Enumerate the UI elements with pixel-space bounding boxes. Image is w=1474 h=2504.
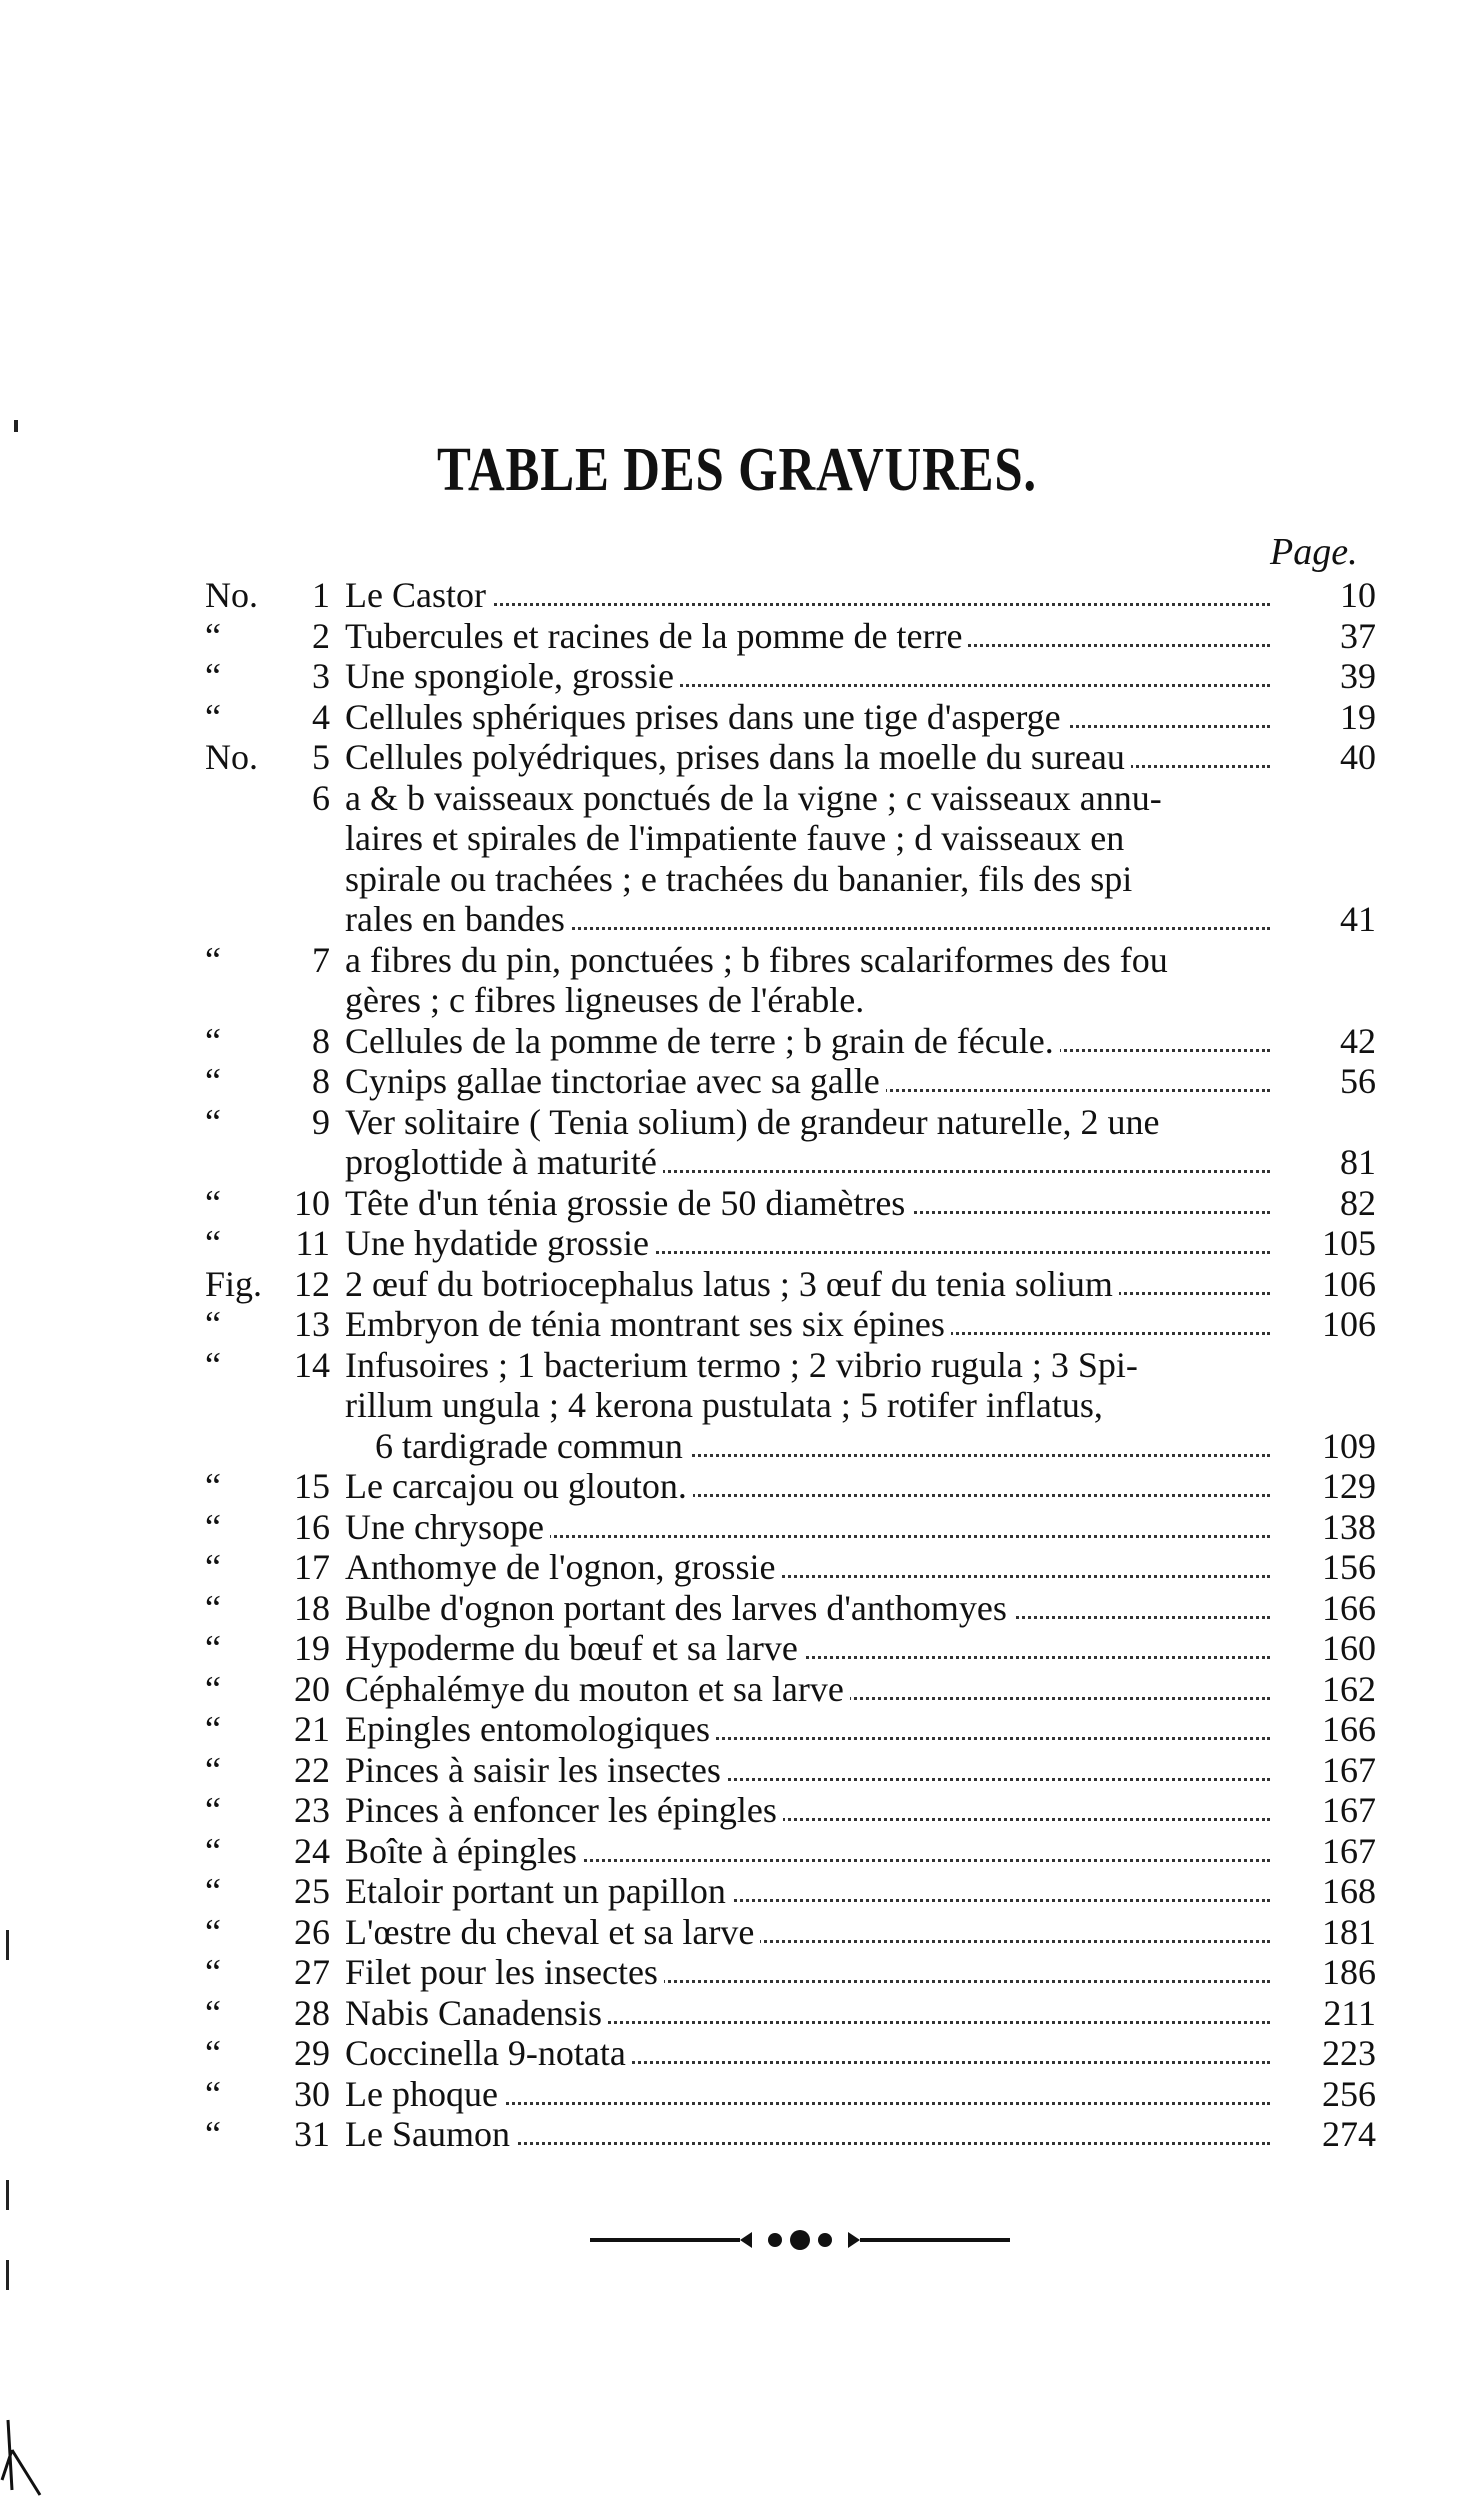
entry-prefix: “ (205, 1021, 221, 1061)
entry-title (345, 818, 1270, 858)
entry-title-text: Une chrysope (345, 1507, 550, 1547)
table-row (0, 616, 1474, 656)
entry-title-text: Etaloir portant un papillon (345, 1871, 732, 1911)
margin-tick (6, 2260, 9, 2290)
table-row-continuation (0, 980, 1474, 1020)
entry-title-text: Coccinella 9-notata (345, 2033, 632, 2073)
table-row (0, 1669, 1474, 1709)
entry-page-number: 181 (1322, 1912, 1376, 1952)
entry-number: 11 (295, 1223, 330, 1263)
table-row (0, 1183, 1474, 1223)
entry-number: 1 (312, 575, 330, 615)
entry-number: 7 (312, 940, 330, 980)
entry-title-text: Embryon de ténia montrant ses six épines (345, 1304, 951, 1344)
table-row (0, 1264, 1474, 1304)
entry-page-number: 41 (1340, 899, 1376, 939)
entry-number: 27 (294, 1952, 330, 1992)
entry-number: 31 (294, 2114, 330, 2154)
entry-number: 3 (312, 656, 330, 696)
table-row-continuation (0, 859, 1474, 899)
table-row (0, 1547, 1474, 1587)
entry-title-text: 6 tardigrade commun (375, 1426, 689, 1466)
table-row (0, 575, 1474, 615)
entry-title (345, 2074, 1270, 2114)
entry-prefix: “ (205, 1831, 221, 1871)
entry-prefix: “ (205, 1750, 221, 1790)
entry-page-number: 156 (1322, 1547, 1376, 1587)
entry-title-text: laires et spirales de l'impatiente fauve ; d vaisseaux en (345, 818, 1130, 858)
entry-page-number: 10 (1340, 575, 1376, 615)
table-row (0, 1223, 1474, 1263)
entry-title (345, 575, 1270, 615)
entry-prefix: “ (205, 940, 221, 980)
entry-number: 6 (312, 778, 330, 818)
entry-title-text: Le Saumon (345, 2114, 516, 2154)
entry-title-text: Anthomye de l'ognon, grossie (345, 1547, 781, 1587)
table-row (0, 1304, 1474, 1344)
entry-title (345, 1264, 1270, 1304)
entry-prefix: No. (205, 737, 258, 777)
entry-page-number: 129 (1322, 1466, 1376, 1506)
entry-title-text: a & b vaisseaux ponctués de la vigne ; c vaisseaux annu- (345, 778, 1168, 818)
table-row (0, 1466, 1474, 1506)
table-row (0, 1750, 1474, 1790)
entry-number: 14 (294, 1345, 330, 1385)
page-title: TABLE DES GRAVURES. (437, 436, 1037, 504)
entry-title-text: L'œstre du cheval et sa larve (345, 1912, 760, 1952)
entry-title-text: Nabis Canadensis (345, 1993, 608, 2033)
entry-title (345, 656, 1270, 696)
table-row (0, 2033, 1474, 2073)
entry-page-number: 167 (1322, 1831, 1376, 1871)
entry-number: 28 (294, 1993, 330, 2033)
entry-prefix: “ (205, 1102, 221, 1142)
table-row (0, 1952, 1474, 1992)
entry-number: 29 (294, 2033, 330, 2073)
table-row-continuation (0, 1385, 1474, 1425)
entry-title (345, 1912, 1270, 1952)
entry-title (345, 1304, 1270, 1344)
entry-number: 9 (312, 1102, 330, 1142)
entry-page-number: 166 (1322, 1709, 1376, 1749)
entry-title (345, 1952, 1270, 1992)
table-row (0, 1021, 1474, 1061)
table-row (0, 1790, 1474, 1830)
table-row (0, 737, 1474, 777)
entry-title-text: Cynips gallae tinctoriae avec sa galle (345, 1061, 886, 1101)
entry-title (345, 1628, 1270, 1668)
entry-prefix: “ (205, 1871, 221, 1911)
entry-title-text: Tubercules et racines de la pomme de terre (345, 616, 968, 656)
entry-number: 22 (294, 1750, 330, 1790)
entry-title (345, 859, 1270, 899)
entry-title (345, 1871, 1270, 1911)
table-row (0, 1628, 1474, 1668)
entry-page-number: 106 (1322, 1264, 1376, 1304)
entry-page-number: 105 (1322, 1223, 1376, 1263)
entry-number: 8 (312, 1021, 330, 1061)
entry-title (345, 1547, 1270, 1587)
entry-prefix: “ (205, 616, 221, 656)
entry-title (345, 1588, 1270, 1628)
entry-title-text: Le carcajou ou glouton. (345, 1466, 693, 1506)
entry-prefix: “ (205, 2033, 221, 2073)
entry-page-number: 40 (1340, 737, 1376, 777)
entry-title (345, 940, 1270, 980)
entry-number: 4 (312, 697, 330, 737)
entry-title (345, 1061, 1270, 1101)
entry-title-text: Une spongiole, grossie (345, 656, 680, 696)
entry-page-number: 211 (1323, 1993, 1376, 2033)
entry-page-number: 162 (1322, 1669, 1376, 1709)
end-ornament (590, 2225, 1010, 2255)
entry-page-number: 166 (1322, 1588, 1376, 1628)
table-row-continuation (0, 1426, 1474, 1466)
entry-title (345, 1709, 1270, 1749)
entry-prefix: Fig. (205, 1264, 263, 1304)
table-row (0, 2114, 1474, 2154)
entry-number: 10 (294, 1183, 330, 1223)
entry-number: 26 (294, 1912, 330, 1952)
table-row (0, 1912, 1474, 1952)
entry-title (345, 1466, 1270, 1506)
entry-page-number: 274 (1322, 2114, 1376, 2154)
entry-title-text: Epingles entomologiques (345, 1709, 716, 1749)
entry-title (345, 1345, 1270, 1385)
entry-title-text: Hypoderme du bœuf et sa larve (345, 1628, 804, 1668)
entry-page-number: 138 (1322, 1507, 1376, 1547)
entry-page-number: 81 (1340, 1142, 1376, 1182)
entry-title-text: Cellules de la pomme de terre ; b grain de fécule. (345, 1021, 1060, 1061)
entry-title (345, 616, 1270, 656)
entry-title (345, 1142, 1270, 1182)
entry-prefix: “ (205, 1588, 221, 1628)
entry-prefix: “ (205, 1547, 221, 1587)
entry-number: 8 (312, 1061, 330, 1101)
entry-number: 23 (294, 1790, 330, 1830)
entry-prefix: “ (205, 1952, 221, 1992)
entry-title (345, 2114, 1270, 2154)
entry-title-text: a fibres du pin, ponctuées ; b fibres scalariformes des fou (345, 940, 1174, 980)
entry-number: 30 (294, 2074, 330, 2114)
entry-page-number: 167 (1322, 1750, 1376, 1790)
table-row (0, 1871, 1474, 1911)
table-row (0, 778, 1474, 818)
entry-number: 5 (312, 737, 330, 777)
entry-title (375, 1426, 1270, 1466)
entry-title-text: Tête d'un ténia grossie de 50 diamètres (345, 1183, 911, 1223)
entry-prefix: “ (205, 656, 221, 696)
entry-title-text: Pinces à saisir les insectes (345, 1750, 727, 1790)
entry-number: 18 (294, 1588, 330, 1628)
entry-page-number: 168 (1322, 1871, 1376, 1911)
entry-title-text: spirale ou trachées ; e trachées du bananier, fils des spi (345, 859, 1138, 899)
table-row (0, 1709, 1474, 1749)
entry-title-text: Pinces à enfoncer les épingles (345, 1790, 783, 1830)
entry-prefix: “ (205, 2074, 221, 2114)
entry-title-text: Bulbe d'ognon portant des larves d'anthomyes (345, 1588, 1013, 1628)
entry-title-text: Cellules sphériques prises dans une tige d'asperge (345, 697, 1067, 737)
entry-title (345, 1102, 1270, 1142)
entry-page-number: 106 (1322, 1304, 1376, 1344)
table-row (0, 1831, 1474, 1871)
entry-number: 2 (312, 616, 330, 656)
entry-number: 12 (294, 1264, 330, 1304)
table-row (0, 1061, 1474, 1101)
entry-page-number: 19 (1340, 697, 1376, 737)
entry-title-text: rillum ungula ; 4 kerona pustulata ; 5 rotifer inflatus, (345, 1385, 1109, 1425)
entry-prefix: “ (205, 1507, 221, 1547)
table-row (0, 2074, 1474, 2114)
entry-prefix: “ (205, 1790, 221, 1830)
margin-tick (6, 2180, 9, 2210)
entry-page-number: 167 (1322, 1790, 1376, 1830)
entry-title (345, 899, 1270, 939)
margin-tick (6, 1930, 9, 1960)
page-column-header: Page. (1270, 531, 1358, 573)
entry-number: 15 (294, 1466, 330, 1506)
entry-title (345, 1831, 1270, 1871)
entry-title (345, 2033, 1270, 2073)
entry-title (345, 980, 1270, 1020)
entry-title (345, 1993, 1270, 2033)
entry-title (345, 697, 1270, 737)
table-row (0, 1993, 1474, 2033)
entry-title-text: proglottide à maturité (345, 1142, 663, 1182)
entry-prefix: “ (205, 1061, 221, 1101)
entry-prefix: No. (205, 575, 258, 615)
table-row (0, 1345, 1474, 1385)
corner-mark (0, 2410, 50, 2500)
entry-page-number: 82 (1340, 1183, 1376, 1223)
entry-number: 17 (294, 1547, 330, 1587)
entry-page-number: 39 (1340, 656, 1376, 696)
entry-title (345, 778, 1270, 818)
entry-title-text: Le phoque (345, 2074, 504, 2114)
entry-page-number: 109 (1322, 1426, 1376, 1466)
entry-prefix: “ (205, 1466, 221, 1506)
entry-prefix: “ (205, 1183, 221, 1223)
table-row-continuation (0, 899, 1474, 939)
entry-title-text: Céphalémye du mouton et sa larve (345, 1669, 850, 1709)
entry-prefix: “ (205, 1993, 221, 2033)
entry-title-text: Le Castor (345, 575, 492, 615)
entry-number: 19 (294, 1628, 330, 1668)
entry-title (345, 1385, 1270, 1425)
table-row-continuation (0, 818, 1474, 858)
entry-page-number: 256 (1322, 2074, 1376, 2114)
table-row-continuation (0, 1142, 1474, 1182)
entry-title-text: Ver solitaire ( Tenia solium) de grandeur naturelle, 2 une (345, 1102, 1166, 1142)
entry-page-number: 186 (1322, 1952, 1376, 1992)
entry-prefix: “ (205, 1912, 221, 1952)
entry-prefix: “ (205, 1669, 221, 1709)
entry-title (345, 1790, 1270, 1830)
table-row (0, 1588, 1474, 1628)
entry-prefix: “ (205, 1628, 221, 1668)
entry-number: 25 (294, 1871, 330, 1911)
entry-title (345, 737, 1270, 777)
table-row (0, 1507, 1474, 1547)
entry-title-text: Boîte à épingles (345, 1831, 583, 1871)
entry-title-text: gères ; c fibres ligneuses de l'érable. (345, 980, 870, 1020)
entry-page-number: 223 (1322, 2033, 1376, 2073)
entry-prefix: “ (205, 1304, 221, 1344)
entry-title (345, 1669, 1270, 1709)
entry-title-text: Filet pour les insectes (345, 1952, 664, 1992)
entry-prefix: “ (205, 1223, 221, 1263)
entry-prefix: “ (205, 1709, 221, 1749)
entry-page-number: 56 (1340, 1061, 1376, 1101)
entry-title (345, 1021, 1270, 1061)
entry-page-number: 37 (1340, 616, 1376, 656)
entry-title-text: 2 œuf du botriocephalus latus ; 3 œuf du tenia solium (345, 1264, 1119, 1304)
table-row (0, 697, 1474, 737)
entry-page-number: 42 (1340, 1021, 1376, 1061)
entry-prefix: “ (205, 2114, 221, 2154)
table-row (0, 940, 1474, 980)
entry-page-number: 160 (1322, 1628, 1376, 1668)
entry-title-text: Cellules polyédriques, prises dans la moelle du sureau (345, 737, 1131, 777)
entry-title (345, 1223, 1270, 1263)
entry-number: 24 (294, 1831, 330, 1871)
entry-title (345, 1507, 1270, 1547)
entry-number: 16 (294, 1507, 330, 1547)
entry-prefix: “ (205, 1345, 221, 1385)
entry-title-text: Une hydatide grossie (345, 1223, 655, 1263)
table-row (0, 1102, 1474, 1142)
entry-number: 21 (294, 1709, 330, 1749)
entry-title (345, 1750, 1270, 1790)
entry-number: 13 (294, 1304, 330, 1344)
entry-prefix: “ (205, 697, 221, 737)
entry-title-text: Infusoires ; 1 bacterium termo ; 2 vibrio rugula ; 3 Spi- (345, 1345, 1144, 1385)
entry-title (345, 1183, 1270, 1223)
entry-title-text: rales en bandes (345, 899, 571, 939)
table-row (0, 656, 1474, 696)
margin-tick (14, 420, 18, 432)
entry-number: 20 (294, 1669, 330, 1709)
